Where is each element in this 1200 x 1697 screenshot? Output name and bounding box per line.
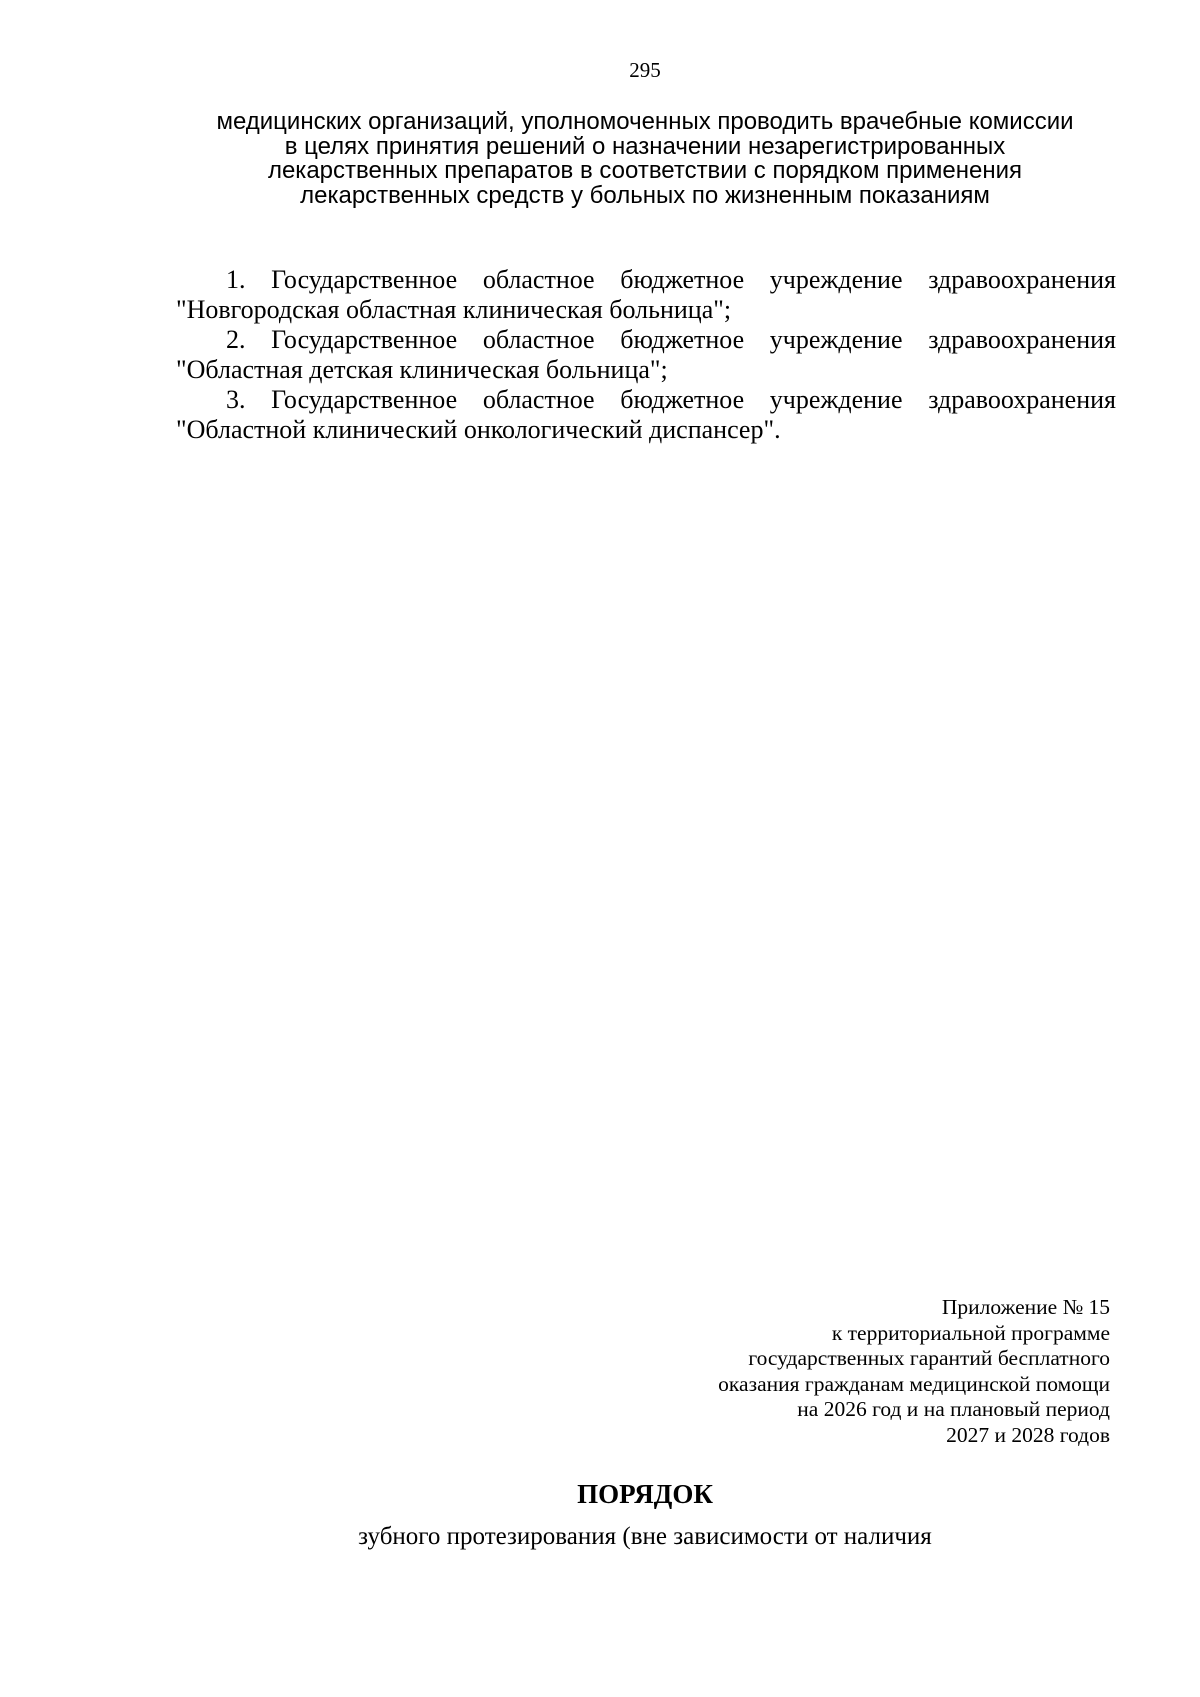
- list-item-line: 1. Государственное областное бюджетное учреждение здравоохранения: [226, 265, 1116, 294]
- heading-line: лекарственных препаратов в соответствии с порядком применения: [267, 157, 1023, 184]
- list-item-line: 2. Государственное областное бюджетное учреждение здравоохранения: [226, 325, 1116, 354]
- list-item: [176, 265, 1116, 325]
- document-heading: [170, 110, 1120, 208]
- appendix-line: к территориальной программе: [831, 1320, 1110, 1345]
- list-item: [176, 325, 1116, 385]
- heading-line: лекарственных средств у больных по жизненным показаниям: [300, 181, 990, 209]
- appendix-line: 2027 и 2028 годов: [946, 1422, 1110, 1447]
- list-item-line: 3. Государственное областное бюджетное учреждение здравоохранения: [226, 385, 1116, 414]
- appendix-line: оказания гражданам медицинской помощи: [718, 1371, 1110, 1396]
- heading-line: медицинских организаций, уполномоченных проводить врачебные комиссии: [216, 108, 1074, 135]
- list-item-line: "Областная детская клиническая больница";: [176, 355, 668, 384]
- list-item-line: "Новгородская областная клиническая больница";: [176, 295, 732, 324]
- appendix-line: Приложение № 15: [941, 1295, 1110, 1319]
- appendix-reference: [510, 1295, 1110, 1448]
- heading-line: в целях принятия решений о назначении незарегистрированных: [284, 132, 1006, 160]
- order-title: ПОРЯДОК: [577, 1479, 713, 1509]
- appendix-line: государственных гарантий бесплатного: [748, 1346, 1110, 1370]
- organization-list: [176, 265, 1116, 445]
- order-subtitle: зубного протезирования (вне зависимости от наличия: [358, 1523, 932, 1550]
- page-number: 295: [629, 58, 661, 82]
- list-item: [176, 385, 1116, 445]
- appendix-line: на 2026 год и на плановый период: [797, 1397, 1110, 1421]
- list-item-line: "Областной клинический онкологический диспансер".: [176, 415, 781, 444]
